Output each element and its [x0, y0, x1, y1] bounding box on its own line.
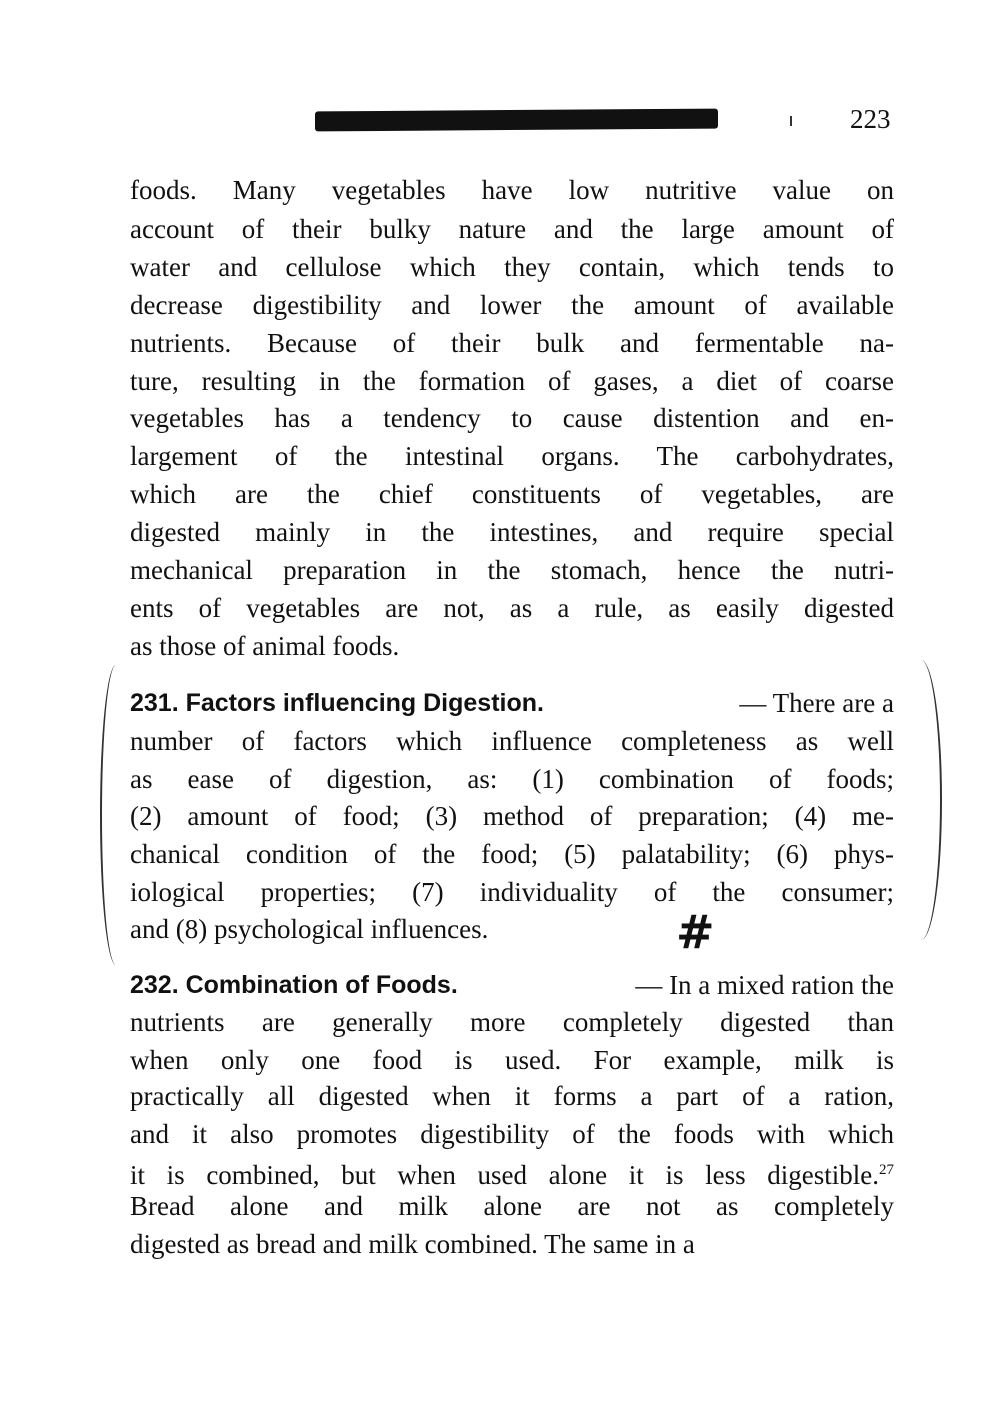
text-line: as those of animal foods. — [130, 631, 400, 661]
text-line: account of their bulky nature and the large amount of — [130, 214, 894, 244]
text-line: when only one food is used. For example, milk is — [130, 1045, 894, 1075]
text-line: chanical condition of the food; (5) palatability; (6) phys- — [130, 839, 894, 869]
header-mark — [790, 116, 792, 126]
text-line: as ease of digestion, as: (1) combination of foods; — [130, 764, 894, 794]
footnote-reference: 27 — [879, 1162, 894, 1178]
text-line: mechanical preparation in the stomach, hence the nutri- — [130, 555, 894, 585]
text-line: iological properties; (7) individuality of the consumer; — [130, 877, 894, 907]
text-line: practically all digested when it forms a part of a ration, — [130, 1081, 894, 1111]
handwritten-hash-mark: # — [676, 905, 715, 959]
text-line: ture, resulting in the formation of gases, a diet of coarse — [130, 366, 894, 396]
text-line: and (8) psychological influences. — [130, 914, 489, 944]
margin-bracket-right — [900, 660, 942, 940]
text-line: Bread alone and milk alone are not as completely — [130, 1191, 894, 1221]
text-line: ents of vegetables are not, as a rule, as easily digested — [130, 593, 894, 623]
page-number: 223 — [850, 104, 891, 134]
margin-bracket-left — [100, 665, 132, 965]
text-line: nutrients. Because of their bulk and fermentable na- — [130, 328, 894, 358]
text-line: largement of the intestinal organs. The carbohydrates, — [130, 441, 894, 471]
text-line: it is combined, but when used alone it is less digestible.$^{27}$ — [130, 1160, 894, 1190]
text-line: 232. Combination of Foods. — In a mixed ration the — [130, 970, 894, 1000]
text-line: digested as bread and milk combined. The same in a — [130, 1229, 695, 1259]
text-line: (2) amount of food; (3) method of preparation; (4) me- — [130, 801, 894, 831]
redacted-running-head — [315, 109, 718, 132]
text-line: which are the chief constituents of vegetables, are — [130, 479, 894, 509]
text-line: digested mainly in the intestines, and require special — [130, 517, 894, 547]
text-line: 231. Factors influencing Digestion. — There are a — [130, 688, 894, 718]
text-line: decrease digestibility and lower the amount of available — [130, 290, 894, 320]
text-line: and it also promotes digestibility of the foods with which — [130, 1119, 894, 1149]
text-line: foods. Many vegetables have low nutritive value on — [130, 175, 894, 205]
text-line: water and cellulose which they contain, which tends to — [130, 252, 894, 282]
section-heading: 231. Factors influencing Digestion. — [130, 689, 544, 717]
text-line: number of factors which influence completeness as well — [130, 726, 894, 756]
text-line: vegetables has a tendency to cause distention and en- — [130, 403, 894, 433]
section-heading: 232. Combination of Foods. — [130, 971, 458, 999]
text-line: nutrients are generally more completely digested than — [130, 1007, 894, 1037]
